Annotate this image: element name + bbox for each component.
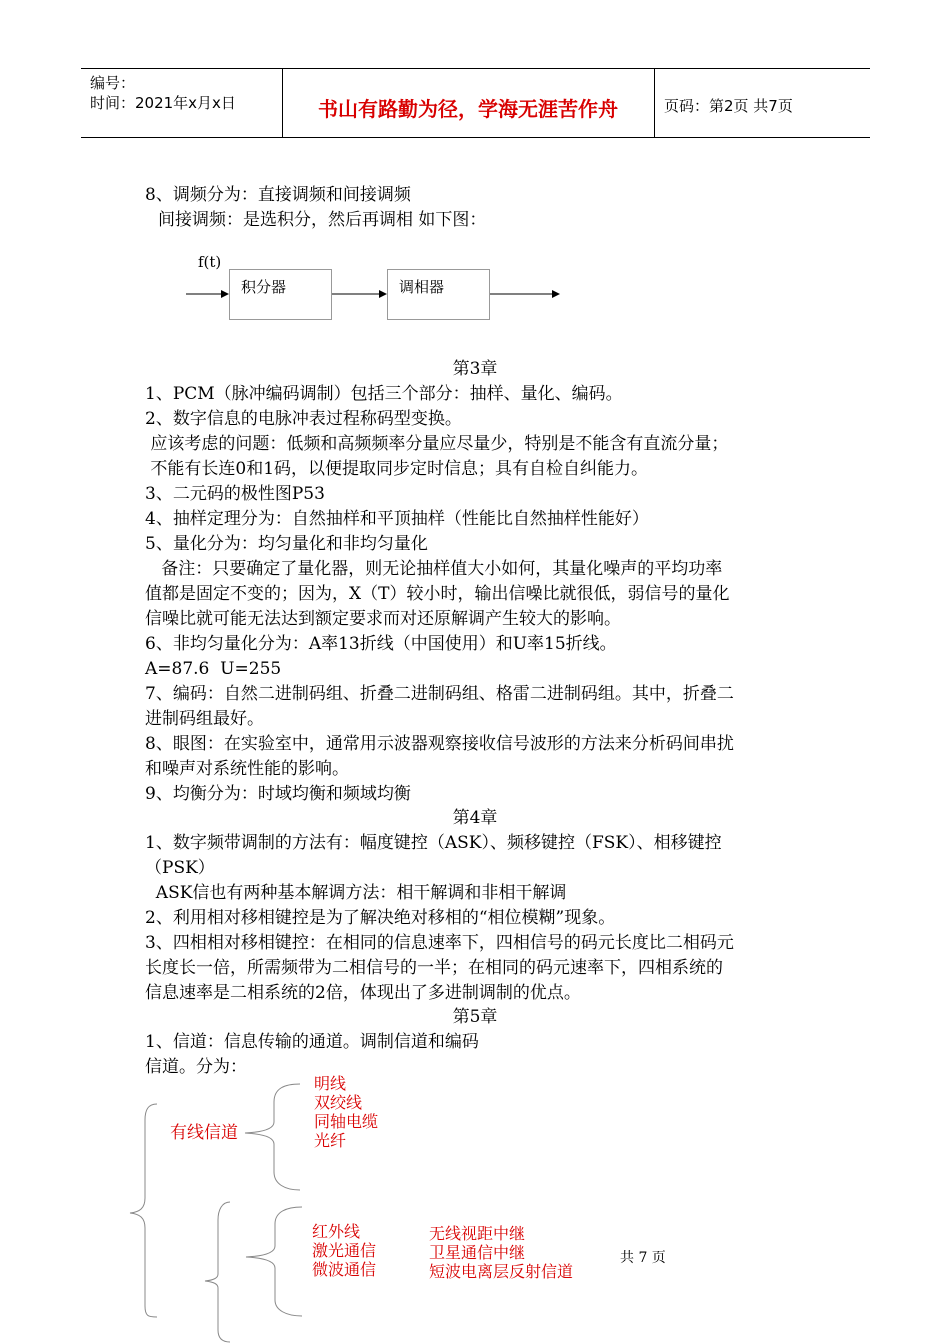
chapter5-title: 第5章 [452,1007,498,1027]
chapter3-body [145,382,734,807]
text-line: A=87.6 U=255 [145,659,282,679]
wireless-item: 红外线 [312,1222,361,1241]
wireless-item: 无线视距中继 [429,1224,526,1243]
text-line: 4、抽样定理分为：自然抽样和平顶抽样（性能比自然抽样性能好） [145,509,649,529]
text-line: 1、PCM（脉冲编码调制）包括三个部分：抽样、量化、编码。 [145,384,623,404]
text-line: 1、信道：信息传输的通道。调制信道和编码 [145,1032,479,1052]
code-label: 编号： [90,74,136,92]
motto: 书山有路勤为径，学海无涯苦作舟 [318,97,618,121]
sec8-line2: 间接调频：是选积分，然后再调相 如下图： [158,210,487,230]
wireless-item: 微波通信 [312,1260,377,1279]
text-line: 长度长一倍，所需频带为二相信号的一半；在相同的码元速率下，四相系统的 [145,958,723,978]
text-line: 信噪比就可能无法达到额定要求而对还原解调产生较大的影响。 [145,609,621,629]
text-line: ASK信也有两种基本解调方法：相干解调和非相干解调 [145,883,567,903]
text-line: 进制码组最好。 [145,709,264,729]
text-line: 8、眼图：在实验室中，通常用示波器观察接收信号波形的方法来分析码间串扰 [145,734,734,754]
text-line: 9、均衡分为：时域均衡和频域均衡 [145,784,411,804]
text-line: 1、数字频带调制的方法有：幅度键控（ASK）、频移键控（FSK）、相移键控 [145,833,722,853]
text-line: （PSK） [145,858,215,878]
wireless-items-a [312,1222,376,1279]
text-line: 信息速率是二相系统的2倍，体现出了多进制调制的优点。 [145,983,581,1003]
channel-tree-brackets [0,1060,950,1344]
wired-items [314,1074,378,1150]
text-line: 不能有长连0和1码，以便提取同步定时信息；具有自检自纠能力。 [145,459,649,479]
text-line: 2、数字信息的电脉冲表过程称码型变换。 [145,409,462,429]
sec8-line1: 8、调频分为：直接调频和间接调频 [145,185,411,205]
chapter3-title: 第3章 [452,359,498,379]
text-line: 3、二元码的极性图P53 [145,484,325,504]
text-line: 6、非均匀量化分为：A率13折线（中国使用）和U率15折线。 [145,634,617,654]
wireless-item: 短波电离层反射信道 [429,1262,574,1281]
integrator-label: 积分器 [241,278,287,296]
chapter4-title: 第4章 [452,808,498,828]
text-line: 5、量化分为：均匀量化和非均匀量化 [145,534,428,554]
wired-item: 同轴电缆 [314,1112,379,1131]
text-line: 信道。分为： [145,1057,247,1077]
chapter4-body [145,831,734,1006]
wired-item: 明线 [314,1074,347,1093]
text-line: 2、利用相对移相键控是为了解决绝对移相的“相位模糊”现象。 [145,908,616,928]
wireless-items-b [429,1224,573,1281]
text-line: 和噪声对系统性能的影响。 [145,759,349,779]
text-line: 7、编码：自然二进制码组、折叠二进制码组、格雷二进制码组。其中，折叠二 [145,684,734,704]
wired-item: 光纤 [314,1131,347,1150]
phase-modulator-block [387,269,490,320]
time-label: 时间：2021年x月x日 [90,94,236,112]
phase-modulator-label: 调相器 [399,278,445,296]
wired-item: 双绞线 [314,1093,363,1112]
text-line: 值都是固定不变的；因为，X（T）较小时，输出信噪比就很低，弱信号的量化 [145,584,730,604]
text-line: 3、四相相对移相键控：在相同的信息速率下，四相信号的码元长度比二相码元 [145,933,734,953]
integrator-block [229,269,332,320]
wired-channel-label: 有线信道 [170,1123,238,1143]
wireless-item: 卫星通信中继 [429,1243,526,1262]
text-line: 备注：只要确定了量化器，则无论抽样值大小如何，其量化噪声的平均功率 [145,559,723,579]
wireless-item: 激光通信 [312,1241,377,1260]
diagram-input-label: f(t) [198,253,222,271]
page-info: 页码：第2页 共7页 [664,97,793,115]
footer-page-total: 共 7 页 [620,1250,666,1266]
text-line: 应该考虑的问题：低频和高频频率分量应尽量少，特别是不能含有直流分量； [145,434,729,454]
